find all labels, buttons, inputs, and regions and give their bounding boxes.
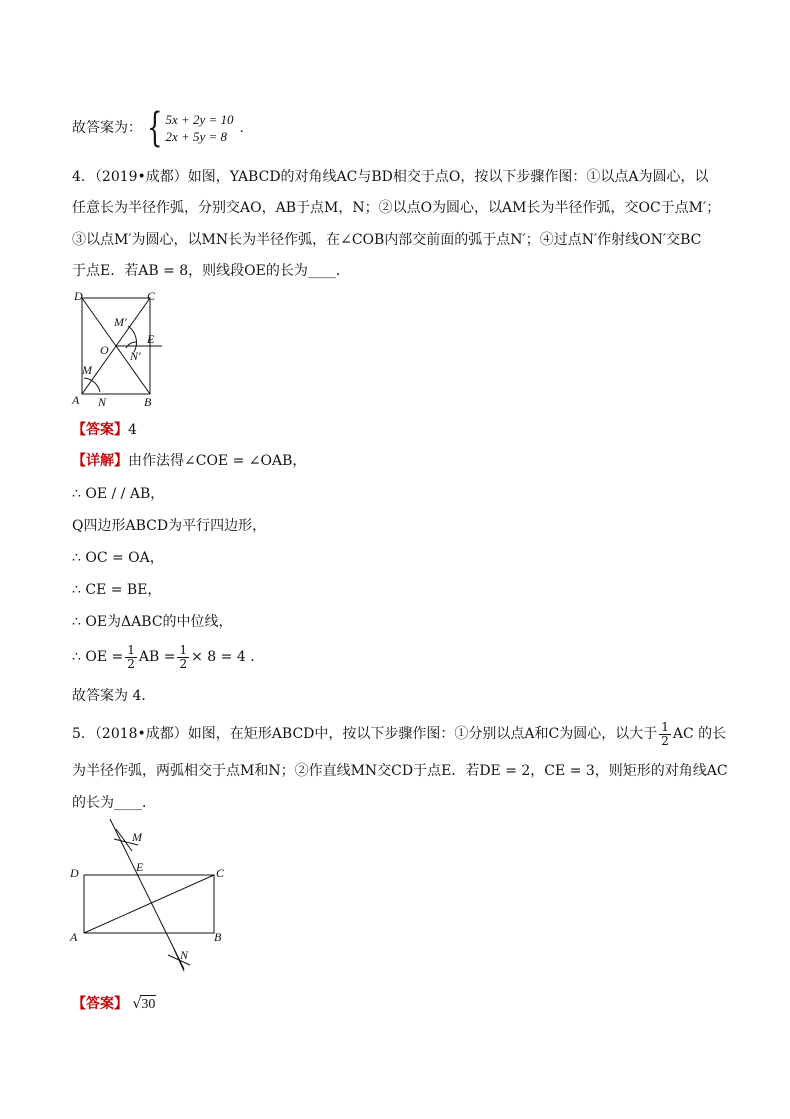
radicand: 30 [141, 997, 156, 1012]
eq-suffix: × 8 = 4 . [191, 649, 255, 665]
equation-2: 2x + 5y = 8 [165, 129, 228, 144]
q4-line-1: 4．（2019•成都）如图，YABCD的对角线AC与BD相交于点O，按以下步骤作图：①以点A为圆心，以 [72, 169, 709, 185]
detail-final-equation [72, 642, 255, 672]
label-e: E [136, 860, 144, 874]
label-b: B [144, 395, 152, 409]
q5-figure [66, 815, 236, 975]
line-mn [110, 819, 184, 969]
fraction-half-q5: $\frac{1}{2}$ [661, 719, 669, 748]
detail-line-0: 由作法得∠COE = ∠OAB， [128, 453, 307, 469]
detail-line-4: ∴ CE = BE， [72, 582, 162, 598]
detail-line-3: ∴ OC = OA， [72, 550, 164, 566]
q5-line-2: 为半径作弧，两弧相交于点M和N；②作直线MN交CD于点E．若DE = 2，CE = 3，则矩形的对角线AC [72, 763, 728, 779]
arc-mn [126, 342, 136, 348]
brace-symbol: { [147, 105, 163, 151]
previous-answer-line [72, 105, 244, 151]
eq-mid: AB = [138, 649, 176, 665]
q4-answer [72, 421, 137, 439]
label-a: A [70, 930, 78, 944]
equation-system [142, 105, 234, 151]
sqrt-answer [132, 995, 156, 1014]
radical-sign: √ [132, 996, 142, 1012]
answer-tag: 【答案】 [72, 996, 128, 1012]
q4-line-3: ③以点M′为圆心，以MN长为半径作弧，在∠COB内部交前面的弧于点N′；④过点N′作射线ON′交BC [72, 232, 702, 248]
label-m: M [132, 830, 142, 844]
q5-line-3: 的长为____． [72, 795, 156, 811]
fraction-half-1: $\frac{1}{2}$ [127, 642, 135, 671]
answer-suffix: . [239, 120, 244, 136]
label-c: C [147, 289, 156, 303]
label-n: N [98, 395, 107, 409]
q4-final-answer: 故答案为 4． [72, 688, 156, 704]
label-d: D [70, 866, 79, 880]
eq-prefix: ∴ OE = [72, 649, 124, 665]
q5-answer [72, 995, 156, 1014]
fraction-half-2: $\frac{1}{2}$ [179, 642, 188, 671]
label-o: O [100, 343, 109, 357]
q5-line-1a: 5．（2018•成都）如图，在矩形ABCD中，按以下步骤作图：①分别以点A和C为圆心，以大于 [72, 726, 658, 742]
answer-prefix: 故答案为： [72, 120, 142, 136]
q5-line-1 [72, 718, 726, 750]
diagonal-ac [84, 875, 214, 933]
q4-figure [70, 286, 170, 410]
label-b: B [214, 930, 222, 944]
answer-value: 4 [128, 422, 137, 438]
detail-line-1: ∴ OE / / AB， [72, 486, 165, 502]
label-m-prime: M′ [114, 315, 127, 329]
q4-line-4: 于点E．若AB = 8，则线段OE的长为____． [72, 263, 350, 279]
detail-line-5: ∴ OE为ΔABC的中位线， [72, 614, 233, 630]
q4-detail [72, 452, 306, 470]
equation-1: 5x + 2y = 10 [165, 112, 234, 127]
label-c: C [216, 866, 225, 880]
detail-tag: 【详解】 [72, 453, 128, 469]
q5-line-1b: AC 的长 [672, 726, 727, 742]
label-m: M [82, 363, 92, 377]
detail-line-2: Q四边形ABCD为平行四边形， [72, 518, 267, 534]
label-n-prime: N′ [130, 349, 141, 363]
label-e: E [147, 332, 155, 346]
label-n: N [180, 948, 189, 962]
label-d: D [74, 289, 83, 303]
q4-line-2: 任意长为半径作弧，分别交AO，AB于点M，N；②以点O为圆心，以AM长为半径作弧，交OC于点M′； [72, 200, 721, 216]
answer-tag: 【答案】 [72, 422, 128, 438]
label-a: A [72, 393, 80, 407]
arc-a [84, 378, 100, 392]
